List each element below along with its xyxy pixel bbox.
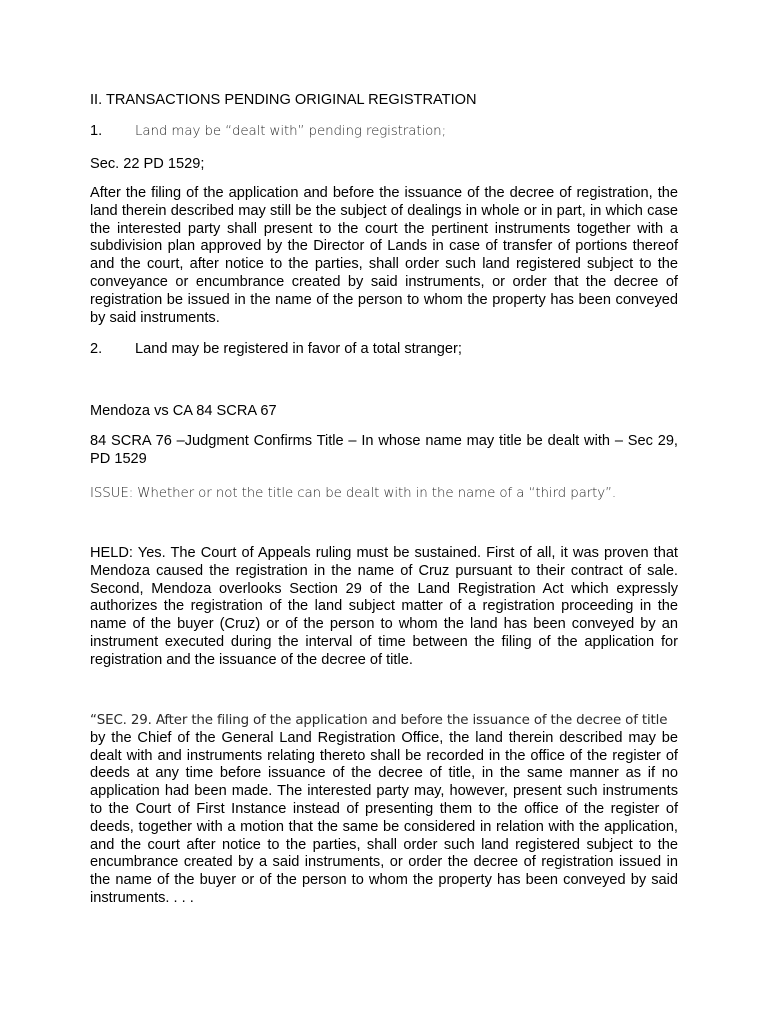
list-item-2-number: 2. xyxy=(90,341,103,357)
list-item-1-number: 1. xyxy=(90,123,103,139)
issue-text: ISSUE: Whether or not the title can be dealt with in the name of a “third party”. xyxy=(90,486,617,501)
statute-quote-first-line: “SEC. 29. After the filing of the application and before the issuance of the decree of title xyxy=(90,713,668,728)
section-heading: II. TRANSACTIONS PENDING ORIGINAL REGISTRATION xyxy=(90,92,477,108)
list-item-2-text: Land may be registered in favor of a total stranger; xyxy=(135,341,462,357)
section-reference: Sec. 22 PD 1529; xyxy=(90,156,205,172)
statute-quote-body: by the Chief of the General Land Registration Office, the land therein described may be dealt with and instruments relating thereto shall be recorded in the office of the register of deeds at any time before issuance of the decree of title, in the same manner as if no application had been made. The interested party may, however, present such instruments to the Court of First Instance instead of presenting them to the office of the register of deeds, together with a motion that the same be considered in relation with the application, and the court after notice to the parties, shall order such land registered subject to the encumbrance created by a said instruments, or order the decree of registration issued in the name of the buyer or of the person to whom the property has been conveyed by said instruments. . . . xyxy=(90,729,678,906)
held-text: HELD: Yes. The Court of Appeals ruling must be sustained. First of all, it was proven that Mendoza caused the registration in the name of Cruz pursuant to their contract of sale. Second, Mendoza overlooks Section 29 of the Land Registration Act which expressly authorizes the registration of the land subject matter of a registration proceeding in the name of the buyer (Cruz) or of the person to whom the land has been conveyed by an instrument executed during the interval of time between the filing of the application for registration and the issuance of the decree of title. xyxy=(90,545,678,668)
list-item-1-text: Land may be “dealt with” pending registration; xyxy=(135,124,446,139)
list-item-2 xyxy=(90,341,678,359)
list-item-1 xyxy=(90,123,678,141)
case-citation: 84 SCRA 76 –Judgment Confirms Title – In whose name may title be dealt with – Sec 29, PD 1529 xyxy=(90,433,678,467)
case-title: Mendoza vs CA 84 SCRA 67 xyxy=(90,403,277,419)
section-text: After the filing of the application and before the issuance of the decree of registration, the land therein described may still be the subject of dealings in whole or in part, in which case the interested party shall present to the court the pertinent instruments together with a subdivision plan approved by the Director of Lands in case of transfer of portions thereof and the court, after notice to the parties, shall order such land registered subject to the conveyance or encumbrance created by said instruments, or order that the decree of registration be issued in the name of the person to whom the property has been conveyed by said instruments. xyxy=(90,185,678,326)
statute-quote xyxy=(90,712,678,908)
